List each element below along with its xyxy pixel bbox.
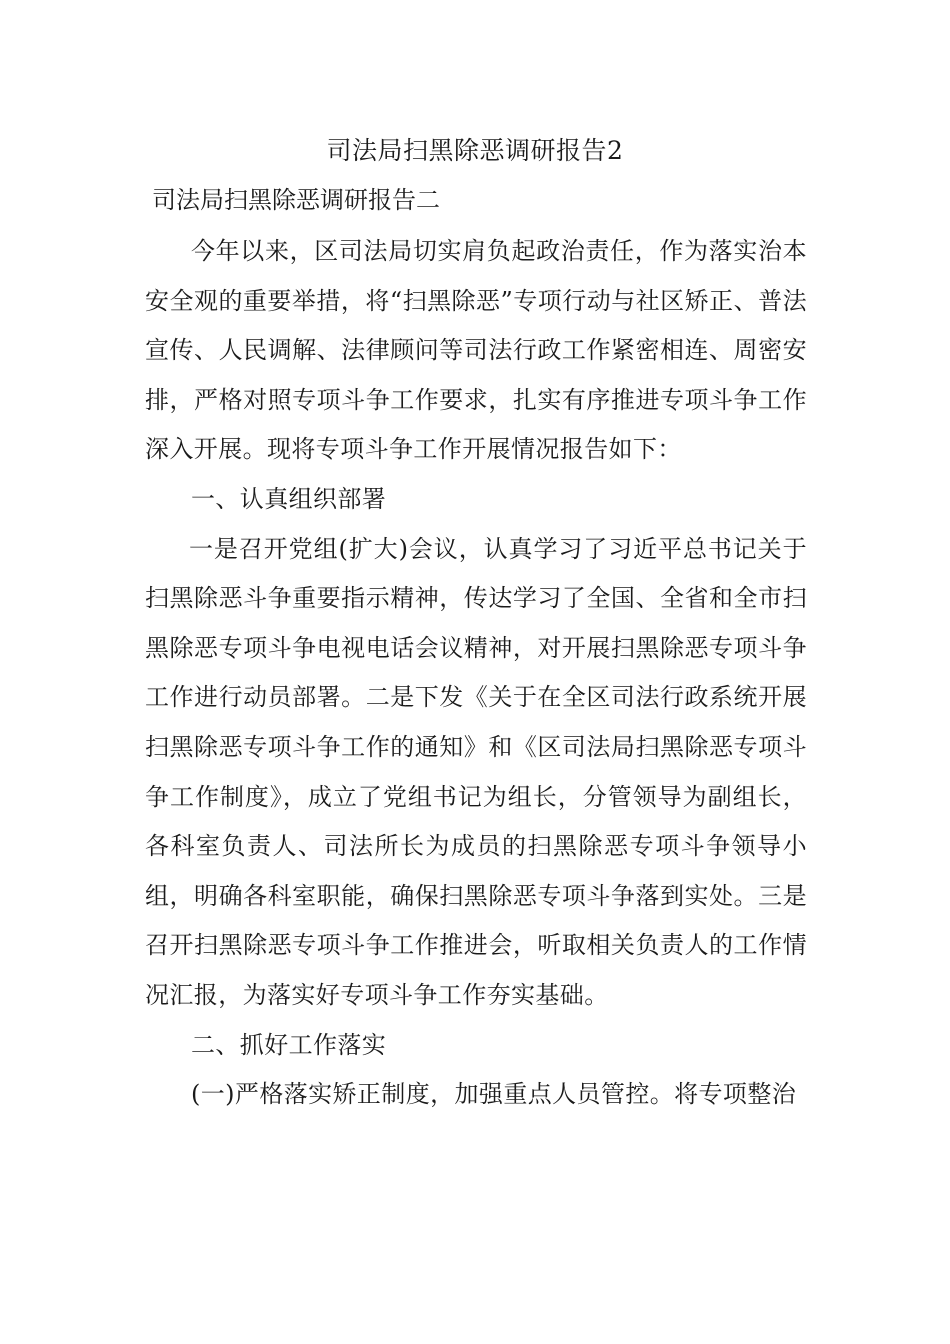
- section-heading-1: 一、认真组织部署: [191, 484, 387, 513]
- subsection-1-paragraph: (一)严格落实矫正制度，加强重点人员管控。将专项整治: [191, 1080, 797, 1109]
- document-subtitle: 司法局扫黑除恶调研报告二: [152, 186, 440, 214]
- document-title: 司法局扫黑除恶调研报告2: [326, 136, 624, 165]
- section-1-paragraph: 一是召开党组(扩大)会议，认真学习了习近平总书记关于扫黑除恶斗争重要指示精神，传达学习了全国、全省和全市扫黑除恶专项斗争电视电话会议精神，对开展扫黑除恶专项斗争工作进行动员部署。二是下发《关于在全区司法行政系统开展扫黑除恶专项斗争工作的通知》和《区司法局扫黑除恶专项斗争工作制度》，成立了党组书记为组长，分管领导为副组长，各科室负责人、司法所长为成员的扫黑除恶专项斗争领导小组，明确各科室职能，确保扫黑除恶专项斗争落到实处。三是召开扫黑除恶专项斗争工作推进会，听取相关负责人的工作情况汇报，为落实好专项斗争工作夯实基础。: [145, 534, 807, 1009]
- document-body: [145, 227, 807, 1120]
- intro-paragraph: 今年以来，区司法局切实肩负起政治责任，作为落实治本安全观的重要举措，将“扫黑除恶”专项行动与社区矫正、普法宣传、人民调解、法律顾问等司法行政工作紧密相连、周密安排，严格对照专项斗争工作要求，扎实有序推进专项斗争工作深入开展。现将专项斗争工作开展情况报告如下：: [145, 237, 807, 464]
- section-heading-2: 二、抓好工作落实: [191, 1030, 387, 1059]
